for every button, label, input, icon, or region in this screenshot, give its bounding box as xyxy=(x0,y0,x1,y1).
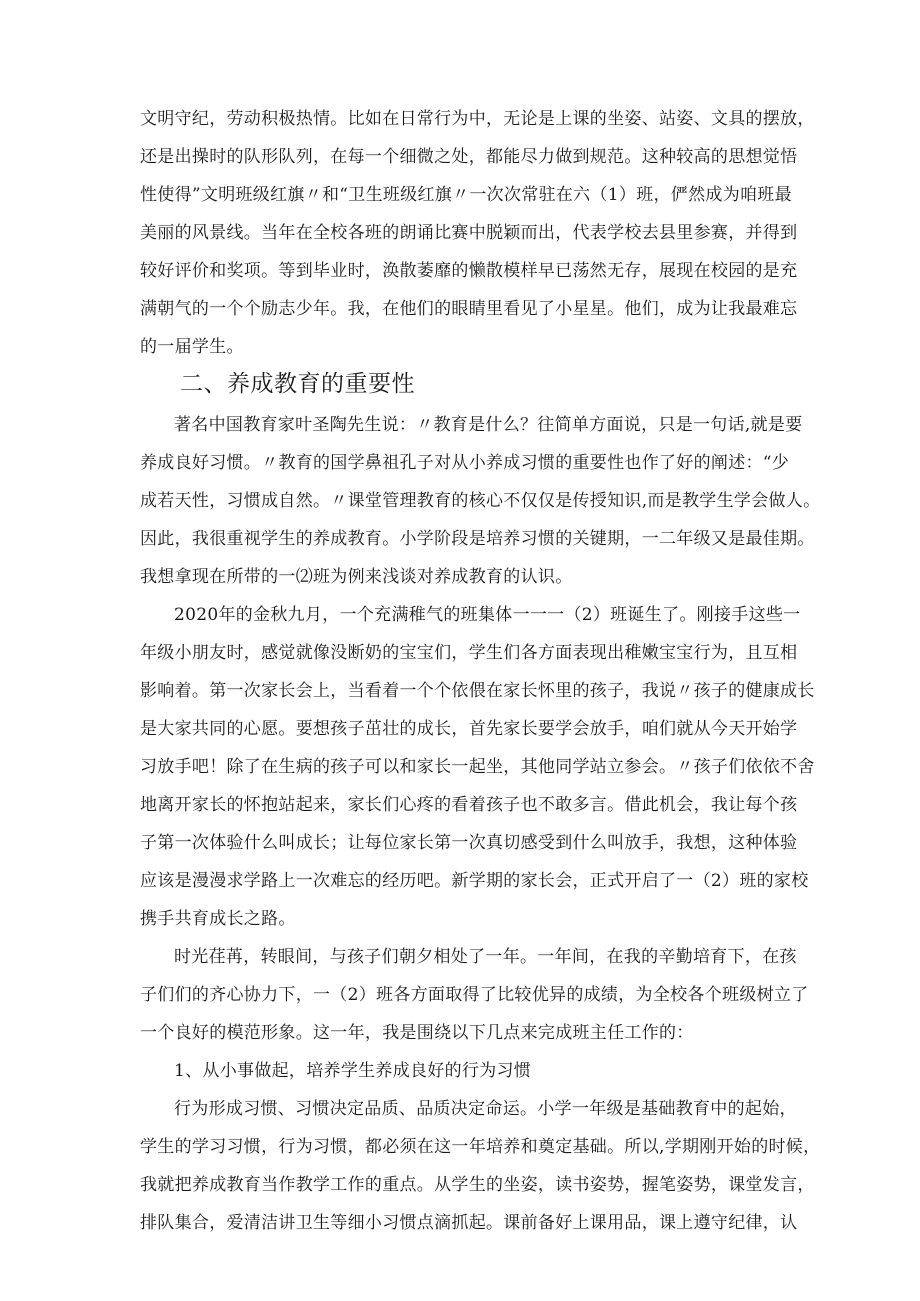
paragraph-line: 一个良好的模范形象。这一年，我是围绕以下几点来完成班主任工作的： xyxy=(140,1023,694,1043)
paragraph-line: 携手共育成长之路。 xyxy=(140,909,296,929)
paragraph-line: 2020年的金秋九月，一个充满稚气的班集体一一一（2）班诞生了。刚接手这些一 xyxy=(174,605,801,625)
paragraph-line: 性使得”文明班级红旗〃和“卫生班级红旗〃一次次常驻在六（1）班，俨然成为咱班最 xyxy=(140,185,792,205)
paragraph-line: 因此，我很重视学生的养成教育。小学阶段是培养习惯的关键期，一二年级又是最佳期。 xyxy=(140,529,815,549)
paragraph-line: 美丽的风景线。当年在全校各班的朗诵比赛中脱颖而出，代表学校去县里参赛，并得到 xyxy=(140,223,798,243)
paragraph-line: 是大家共同的心愿。要想孩子茁壮的成长，首先家长要学会放手，咱们就从今天开始学 xyxy=(140,719,798,739)
paragraph-line: 子们们的齐心协力下，一（2）班各方面取得了比较优异的成绩，为全校各个班级树立了 xyxy=(140,985,809,1005)
paragraph-line: 较好评价和奖项。等到毕业时，涣散萎靡的懒散模样早已荡然无存，展现在校园的是充 xyxy=(140,261,798,281)
paragraph-line: 行为形成习惯、习惯决定品质、品质决定命运。小学一年级是基础教育中的起始， xyxy=(174,1099,797,1119)
paragraph-line: 文明守纪，劳动积极热情。比如在日常行为中，无论是上课的坐姿、站姿、文具的摆放， xyxy=(140,109,815,129)
paragraph-line: 学生的学习习惯，行为习惯，都必须在这一年培养和奠定基础。所以,学期刚开始的时候， xyxy=(140,1137,821,1157)
paragraph-line: 养成良好习惯。〃教育的国学鼻祖孔子对从小养成习惯的重要性也作了好的阐述：“少 xyxy=(140,453,790,473)
paragraph-line: 时光荏苒，转眼间，与孩子们朝夕相处了一年。一年间，在我的辛勤培育下，在孩 xyxy=(174,947,797,967)
paragraph-line: 我就把养成教育当作教学工作的重点。从学生的坐姿，读书姿势，握笔姿势，课堂发言， xyxy=(140,1175,815,1195)
paragraph-line: 排队集合，爱清洁讲卫生等细小习惯点滴抓起。课前备好上课用品，课上遵守纪律，认 xyxy=(140,1213,798,1233)
paragraph-line: 地离开家长的怀抱站起来，家长们心疼的看着孩子也不敢多言。借此机会，我让每个孩 xyxy=(140,795,798,815)
paragraph-line: 年级小朋友时，感觉就像没断奶的宝宝们，学生们各方面表现出稚嫩宝宝行为，且互相 xyxy=(140,643,798,663)
paragraph-line: 满朝气的一个个励志少年。我，在他们的眼睛里看见了小星星。他们，成为让我最难忘 xyxy=(140,299,798,319)
paragraph-line: 应该是漫漫求学路上一次难忘的经历吧。新学期的家长会，正式开启了一（2）班的家校 xyxy=(140,871,809,891)
section-heading: 二、养成教育的重要性 xyxy=(180,371,415,397)
paragraph-line: 影响着。第一次家长会上，当看着一个个依偎在家长怀里的孩子，我说〃孩子的健康成长 xyxy=(140,681,815,701)
paragraph-line: 我想拿现在所带的一⑵班为例来浅谈对养成教育的认识。 xyxy=(140,567,573,587)
subsection-heading: 1、从小事做起，培养学生养成良好的行为习惯 xyxy=(174,1061,532,1081)
paragraph-line: 子第一次体验什么叫成长；让每位家长第一次真切感受到什么叫放手，我想，这种体验 xyxy=(140,833,798,853)
paragraph-line: 还是出操时的队形队列，在每一个细微之处，都能尽力做到规范。这种较高的思想觉悟 xyxy=(140,147,798,167)
paragraph-line: 习放手吧！除了在生病的孩子可以和家长一起坐，其他同学站立参会。〃孩子们依依不舍 xyxy=(140,757,815,777)
paragraph-line: 的一届学生。 xyxy=(140,337,244,357)
paragraph-line: 成若天性，习惯成自然。〃课堂管理教育的核心不仅仅是传授知识,而是教学生学会做人。 xyxy=(140,491,821,511)
paragraph-line: 著名中国教育家叶圣陶先生说：〃教育是什么？往简单方面说，只是一句话,就是要 xyxy=(174,415,803,435)
